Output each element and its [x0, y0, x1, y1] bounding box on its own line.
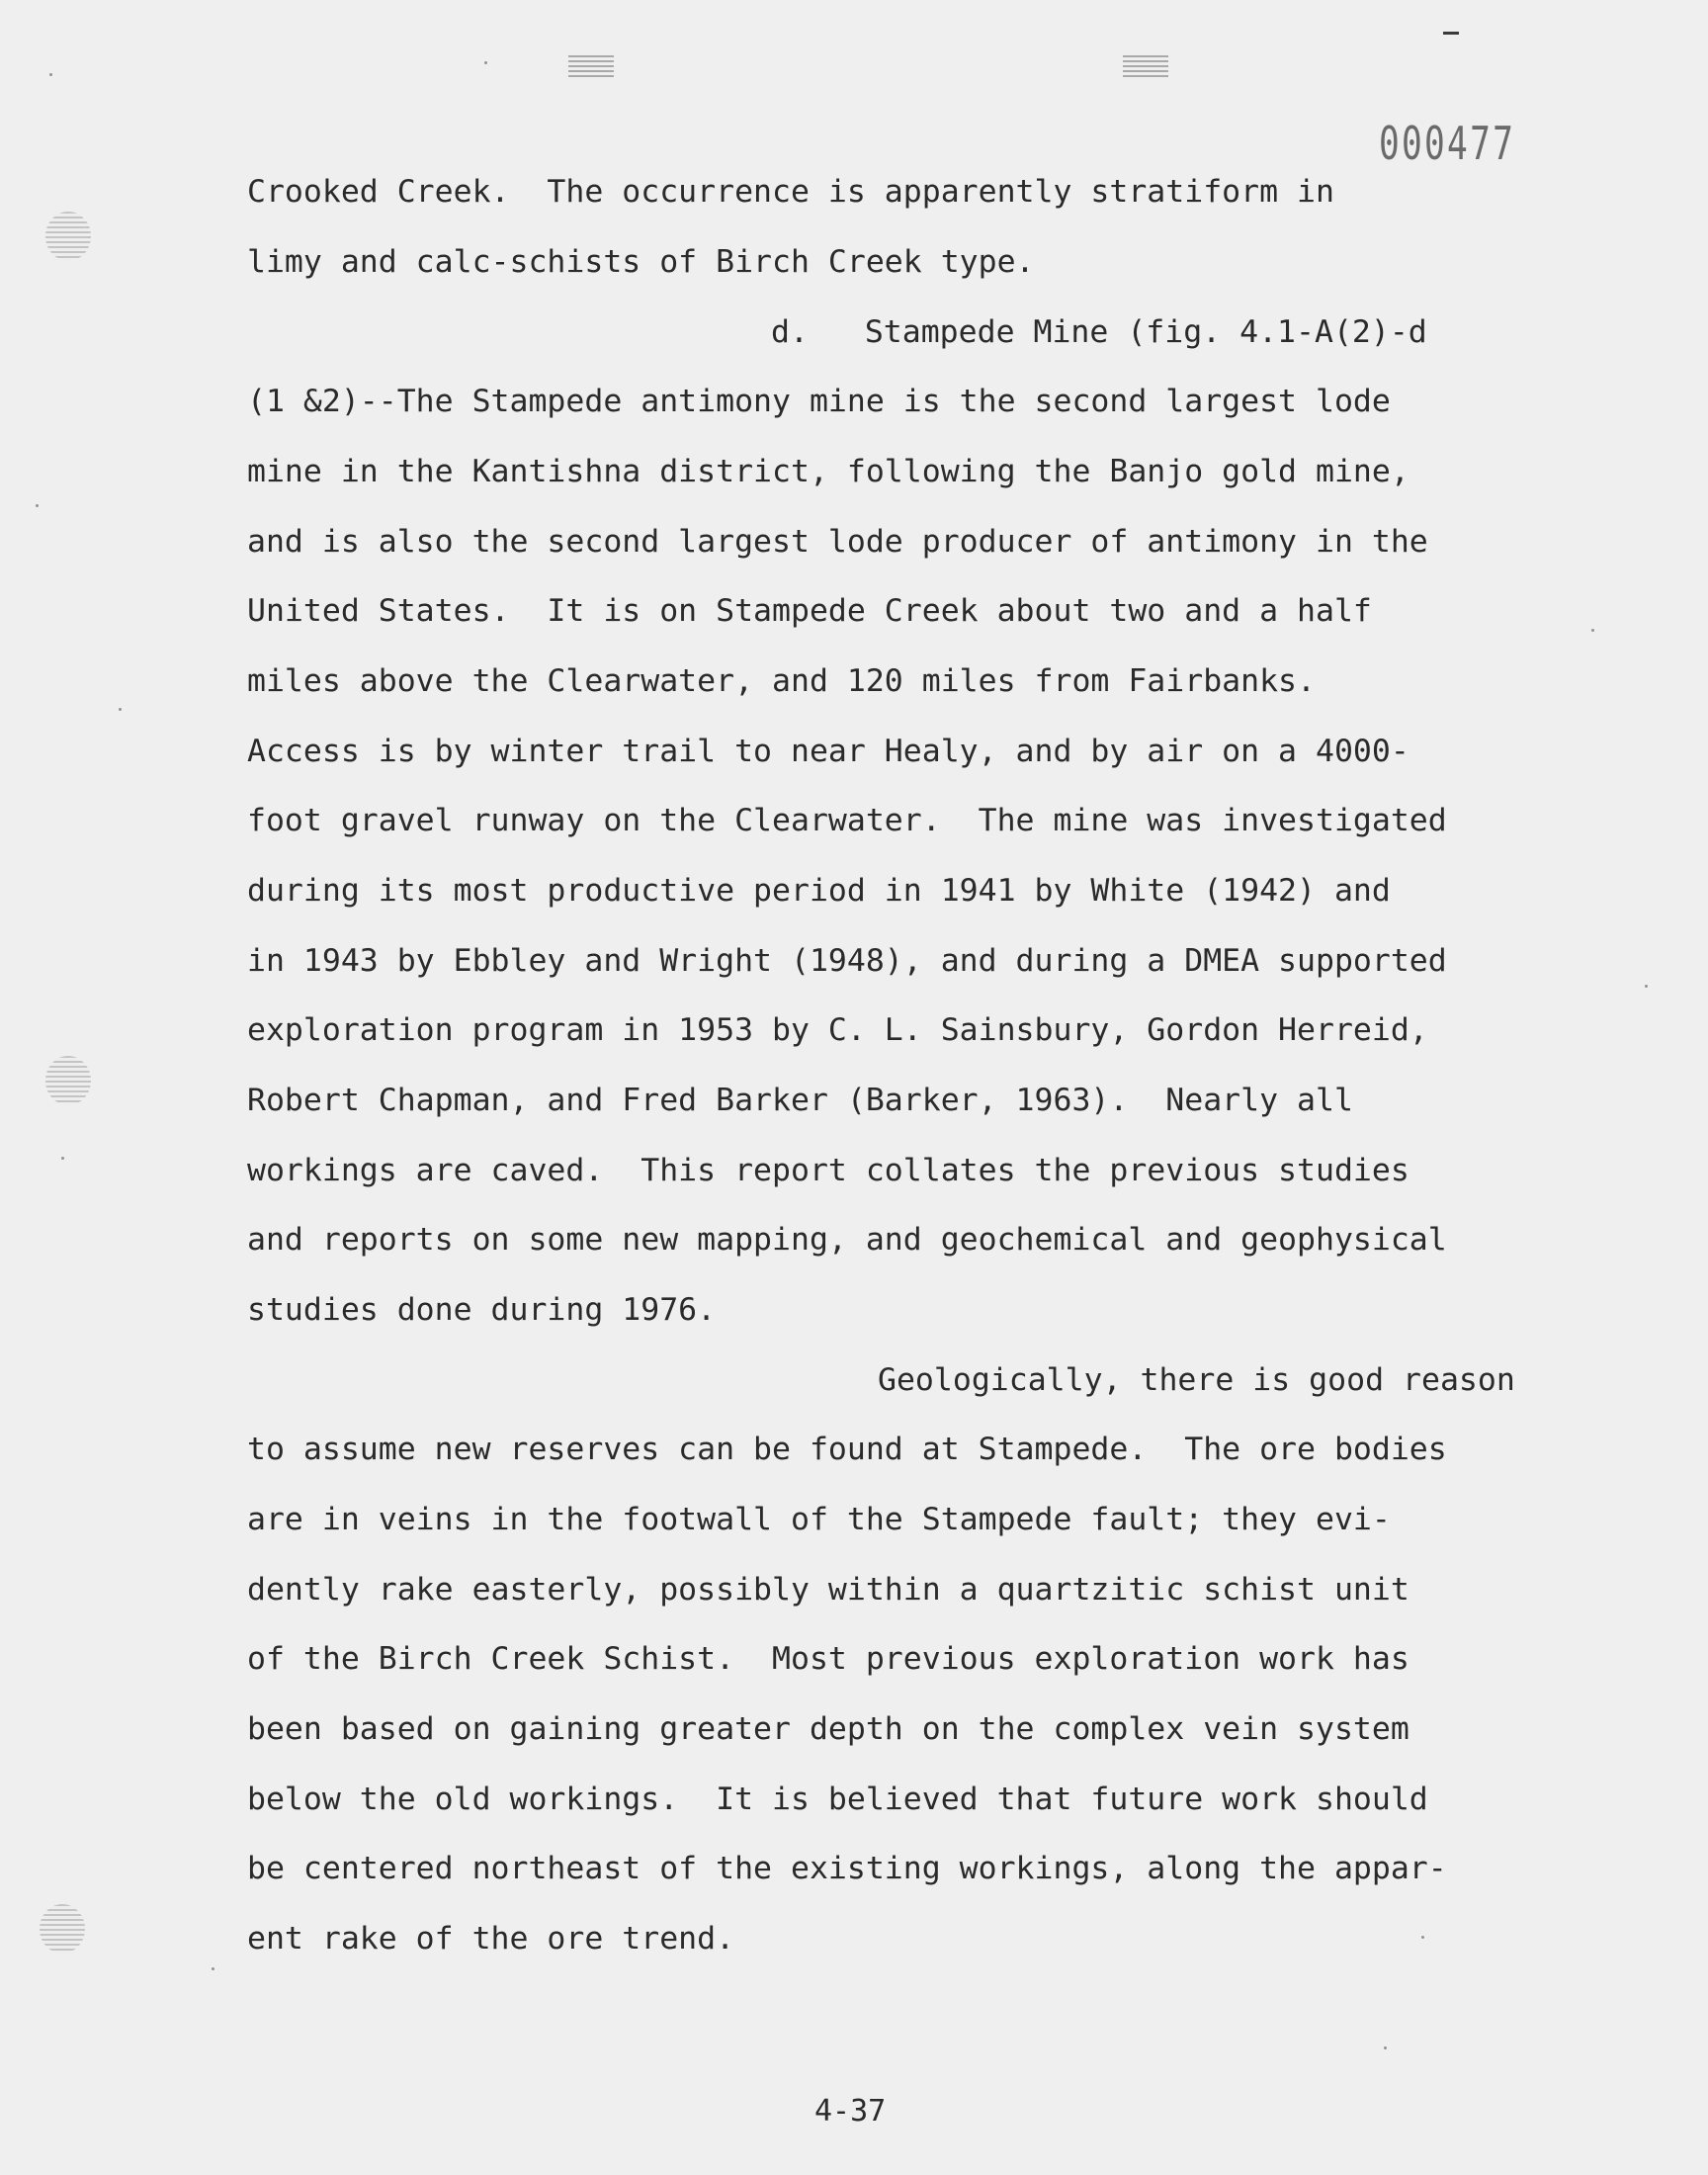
- text-line: in 1943 by Ebbley and Wright (1948), and during a DMEA supported: [247, 943, 1447, 979]
- scan-speck: [119, 708, 122, 711]
- text-line: and is also the second largest lode producer of antimony in the: [247, 524, 1428, 560]
- text-line: ent rake of the ore trend.: [247, 1921, 735, 1957]
- binder-hole-bottom: [40, 1904, 85, 1954]
- text-line: limy and calc-schists of Birch Creek type.: [247, 244, 1035, 280]
- text-line: Access is by winter trail to near Healy, and by air on a 4000-: [247, 734, 1409, 769]
- scan-mark-left: [568, 55, 614, 77]
- text-line: are in veins in the footwall of the Stampede fault; they evi-: [247, 1502, 1391, 1537]
- scan-speck: [1384, 2046, 1387, 2049]
- scan-speck: [1421, 1936, 1424, 1939]
- text-line: and reports on some new mapping, and geochemical and geophysical: [247, 1222, 1447, 1258]
- text-line: foot gravel runway on the Clearwater. The mine was investigated: [247, 803, 1447, 838]
- scan-speck: [36, 504, 39, 507]
- binder-hole-top: [45, 212, 91, 261]
- scan-speck: [1645, 985, 1648, 988]
- paragraph-start: Geologically, there is good reason: [878, 1362, 1515, 1398]
- text-line: below the old workings. It is believed that future work should: [247, 1782, 1428, 1817]
- page-number: 4-37: [814, 2094, 887, 2129]
- text-line: be centered northeast of the existing workings, along the appar-: [247, 1851, 1447, 1886]
- scan-speck: [1591, 629, 1594, 632]
- corner-mark: [1443, 32, 1459, 35]
- text-line: Crooked Creek. The occurrence is apparently stratiform in: [247, 174, 1334, 210]
- scan-speck: [61, 1157, 64, 1160]
- text-line: dently rake easterly, possibly within a quartzitic schist unit: [247, 1572, 1409, 1608]
- scan-speck: [212, 1967, 214, 1970]
- text-line: of the Birch Creek Schist. Most previous exploration work has: [247, 1641, 1409, 1677]
- text-line: (1 &2)--The Stampede antimony mine is the second largest lode: [247, 384, 1391, 419]
- binder-hole-middle: [45, 1056, 91, 1105]
- text-line: workings are caved. This report collates the previous studies: [247, 1153, 1409, 1188]
- text-line: United States. It is on Stampede Creek about two and a half: [247, 593, 1372, 629]
- text-line: been based on gaining greater depth on the complex vein system: [247, 1711, 1409, 1747]
- scan-mark-right: [1123, 55, 1168, 77]
- text-line: miles above the Clearwater, and 120 miles from Fairbanks.: [247, 663, 1316, 699]
- scan-speck: [49, 73, 52, 76]
- text-line: during its most productive period in 1941 by White (1942) and: [247, 873, 1391, 909]
- text-line: studies done during 1976.: [247, 1292, 717, 1328]
- text-line: to assume new reserves can be found at Stampede. The ore bodies: [247, 1432, 1447, 1467]
- scan-speck: [484, 61, 487, 64]
- document-stamp-number: 000477: [1379, 117, 1516, 170]
- section-heading: d. Stampede Mine (fig. 4.1-A(2)-d: [771, 314, 1427, 350]
- text-line: Robert Chapman, and Fred Barker (Barker, 1963). Nearly all: [247, 1083, 1353, 1118]
- text-line: mine in the Kantishna district, following the Banjo gold mine,: [247, 454, 1409, 489]
- text-line: exploration program in 1953 by C. L. Sainsbury, Gordon Herreid,: [247, 1012, 1428, 1048]
